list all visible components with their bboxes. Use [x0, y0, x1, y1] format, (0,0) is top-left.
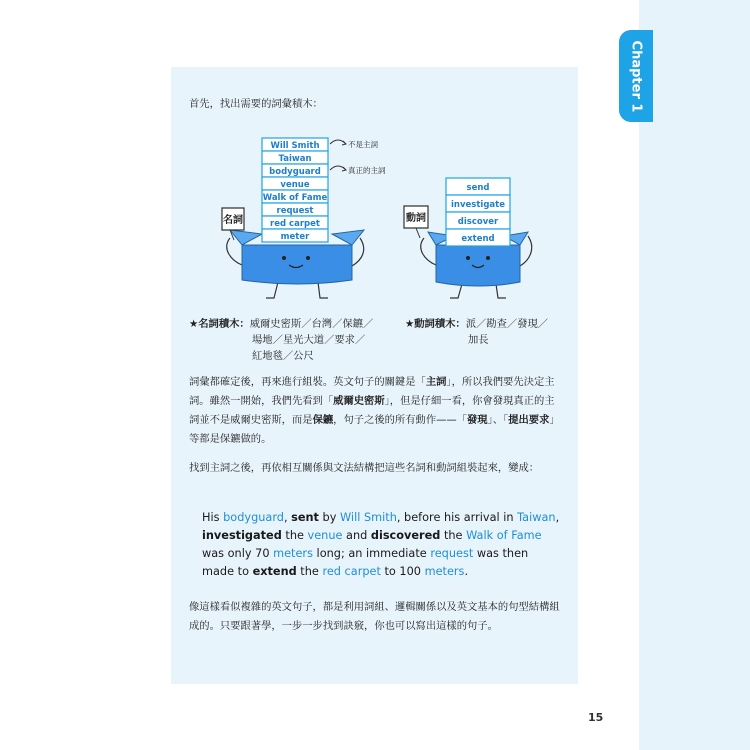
- verb-legend-line1: 派／勘查／發現／: [465, 318, 549, 330]
- verb-word: investigated: [202, 529, 282, 542]
- noun-legend-label: ★名詞積木：: [189, 318, 250, 330]
- noun-block-4: Walk of Fame: [262, 193, 328, 203]
- noun-block-1: Taiwan: [278, 154, 312, 164]
- verb-block-2: discover: [457, 217, 499, 227]
- verb-block-3: extend: [461, 234, 495, 244]
- noun-word: bodyguard: [223, 511, 284, 524]
- noun-legend: [189, 316, 373, 364]
- paragraph-assemble: 找到主詞之後，再依相互關係與文法結構把這些名詞和動詞組裝起來，變成：: [189, 462, 540, 474]
- noun-block-stack: [262, 138, 328, 242]
- verb-legend: [405, 316, 548, 348]
- noun-word: red carpet: [322, 565, 381, 578]
- bold-term: 保鑣: [312, 414, 334, 426]
- verb-legend-line2: 加長: [468, 334, 489, 346]
- verb-box-right-eye: [486, 256, 490, 260]
- verb-box-left-eye: [466, 256, 470, 260]
- note-real-subject: 真正的主詞: [348, 166, 386, 175]
- noun-box-left-eye: [282, 256, 286, 260]
- bold-term: 發現: [467, 414, 488, 426]
- verb-block-0: send: [466, 183, 490, 193]
- verb-word: discovered: [370, 529, 441, 542]
- bold-term: 威爾史密斯: [333, 395, 385, 407]
- noun-box-illustration: [200, 130, 400, 305]
- noun-box-right-eye: [306, 256, 310, 260]
- noun-legend-line3: 紅地毯／公尺: [252, 350, 314, 362]
- chapter-tab[interactable]: [619, 30, 653, 122]
- verb-block-1: investigate: [451, 200, 505, 210]
- bold-term: 主詞: [425, 376, 447, 388]
- page-number: 15: [588, 711, 604, 724]
- verb-box-illustration: [400, 170, 550, 305]
- verb-word: extend: [252, 565, 297, 578]
- noun-word: Taiwan: [517, 511, 556, 524]
- noun-legend-line2: 場地／星光大道／要求／: [252, 334, 366, 346]
- noun-block-2: bodyguard: [269, 167, 321, 177]
- noun-word: request: [430, 547, 474, 560]
- noun-word: meters: [424, 565, 465, 578]
- noun-tag-label: 名詞: [223, 215, 243, 226]
- verb-legend-label: ★動詞積木：: [405, 318, 466, 330]
- example-sentence: His bodyguard, sent by Will Smith, before his arrival in Taiwan, investigated the venue and discovered the Walk of Fame was only 70 meters long; an immediate request was then made to extend the red carpet to 100 meters.: [202, 511, 560, 578]
- intro-text: 首先，找出需要的詞彙積木：: [189, 98, 323, 110]
- noun-legend-line1: 威爾史密斯／台灣／保鑣／: [249, 318, 374, 330]
- noun-word: Will Smith: [340, 511, 397, 524]
- noun-block-6: red carpet: [270, 219, 320, 229]
- noun-block-3: venue: [280, 180, 310, 190]
- noun-block-5: request: [276, 206, 314, 216]
- noun-block-0: Will Smith: [270, 141, 320, 151]
- verb-tag-label: 動詞: [406, 213, 426, 224]
- page-edge-strip: [639, 0, 750, 750]
- noun-word: meters: [273, 547, 313, 560]
- note-not-subject: 不是主詞: [348, 140, 378, 149]
- chapter-tab-label: Chapter 1: [628, 40, 644, 112]
- verb-word: sent: [291, 511, 319, 524]
- paragraph-subject: 詞彙都確定後，再來進行組裝。英文句子的關鍵是「主詞」，所以我們要先決定主詞。雖然一開始，我們先看到「威爾史密斯」，但是仔細一看，你會發現真正的主詞並不是威爾史密斯，而是保鑣，句子之後的所有動作——「發現」、「提出要求」等都是保鑣做的。: [189, 376, 560, 445]
- noun-block-7: meter: [280, 232, 310, 242]
- noun-word: Walk of Fame: [466, 529, 542, 542]
- bold-term: 提出要求: [508, 414, 550, 426]
- paragraph-conclusion: 像這樣看似複雜的英文句子，都是利用詞組、邏輯關係以及英文基本的句型結構組成的。只要跟著學，一步一步找到訣竅，你也可以寫出這樣的句子。: [189, 601, 560, 632]
- noun-word: venue: [307, 529, 343, 542]
- verb-block-stack: [446, 178, 510, 246]
